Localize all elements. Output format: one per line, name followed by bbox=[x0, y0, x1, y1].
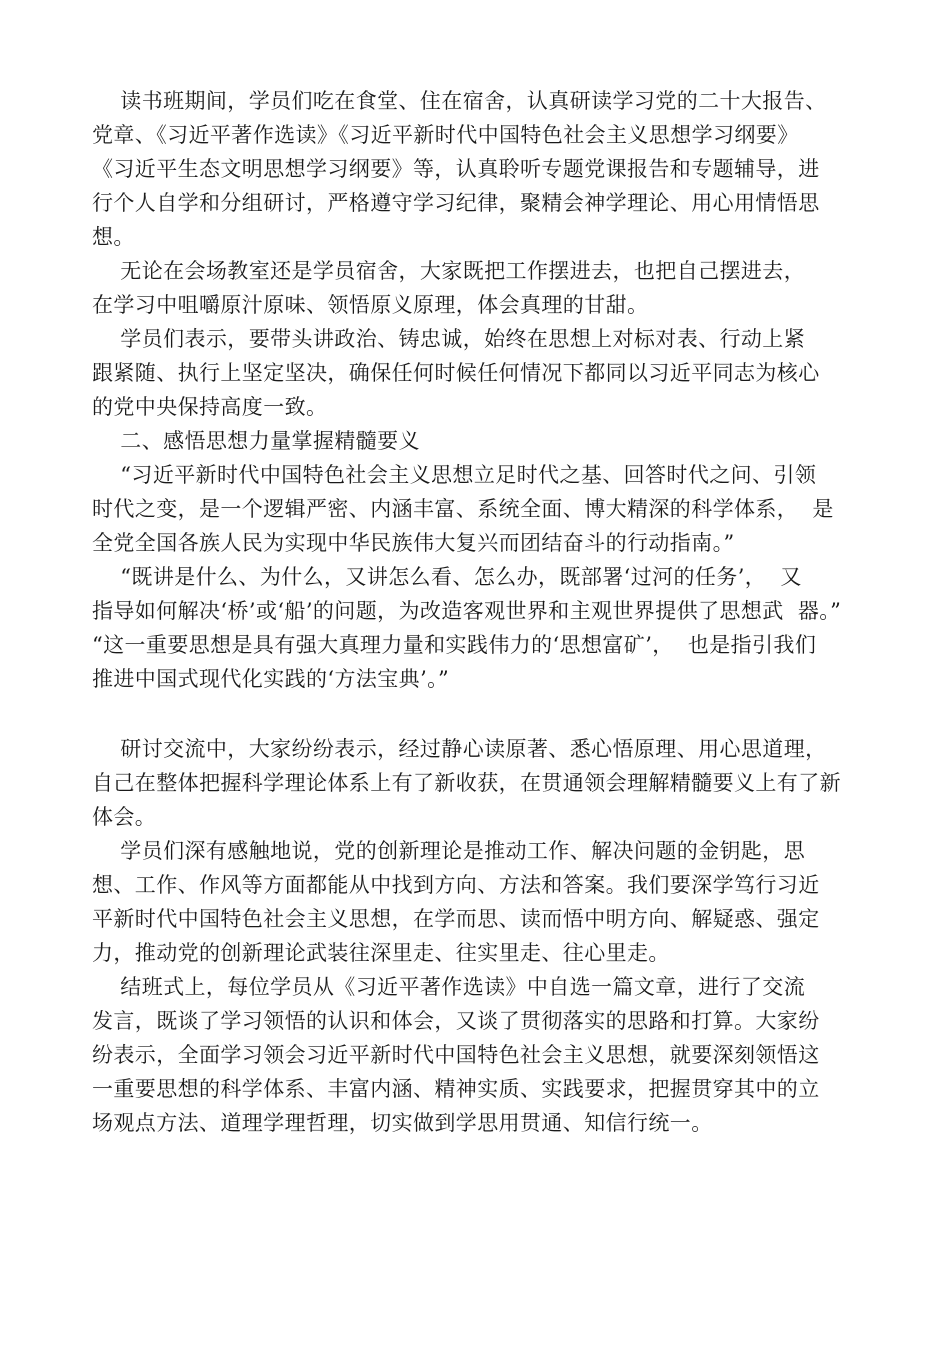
text-line: 体会。 bbox=[92, 805, 157, 829]
text-line: 时代之变，是一个逻辑严密、内涵丰富、系统全面、博大精深的科学体系， 是 bbox=[92, 497, 834, 521]
text-line: 研讨交流中，大家纷纷表示，经过静心读原著、悉心悟原理、用心思道理， bbox=[92, 737, 827, 761]
text-line: 想、工作、作风等方面都能从中找到方向、方法和答案。我们要深学笃行习近 bbox=[92, 873, 820, 897]
text-line: 力，推动党的创新理论武装往深里走、往实里走、往心里走。 bbox=[92, 941, 670, 965]
text-line: 读书班期间，学员们吃在食堂、住在宿舍，认真研读学习党的二十大报告、 bbox=[92, 89, 827, 113]
text-line: “这一重要思想是具有强大真理力量和实践伟力的‘思想富矿’， 也是指引我们 bbox=[92, 633, 817, 657]
text-line: 场观点方法、道理学理哲理，切实做到学思用贯通、知信行统一。 bbox=[92, 1111, 713, 1135]
text-line: 想。 bbox=[92, 225, 135, 249]
text-line: 指导如何解决‘桥’或‘船’的问题，为改造客观世界和主观世界提供了思想武 器。” bbox=[92, 599, 842, 623]
text-line: “习近平新时代中国特色社会主义思想立足时代之基、回答时代之问、引领 bbox=[92, 463, 817, 487]
text-line: 全党全国各族人民为实现中华民族伟大复兴而团结奋斗的行动指南。” bbox=[92, 531, 735, 555]
text-line: 《习近平生态文明思想学习纲要》等，认真聆听专题党课报告和专题辅导，进 bbox=[92, 157, 820, 181]
text-line: 推进中国式现代化实践的‘方法宝典’。” bbox=[92, 667, 450, 691]
text-line: 学员们深有感触地说，党的创新理论是推动工作、解决问题的金钥匙，思 bbox=[92, 839, 806, 863]
text-line: 平新时代中国特色社会主义思想，在学而思、读而悟中明方向、解疑惑、强定 bbox=[92, 907, 820, 931]
text-line: 纷表示，全面学习领会习近平新时代中国特色社会主义思想，就要深刻领悟这 bbox=[92, 1043, 820, 1067]
section-heading: 二、感悟思想力量掌握精髓要义 bbox=[92, 429, 420, 453]
text-line: 学员们表示，要带头讲政治、铸忠诚，始终在思想上对标对表、行动上紧 bbox=[92, 327, 806, 351]
text-line: 行个人自学和分组研讨，严格遵守学习纪律，聚精会神学理论、用心用情悟思 bbox=[92, 191, 820, 215]
text-line: 跟紧随、执行上坚定坚决，确保任何时候任何情况下都同以习近平同志为核心 bbox=[92, 361, 820, 385]
text-line: 自己在整体把握科学理论体系上有了新收获，在贯通领会理解精髓要义上有了新 bbox=[92, 771, 841, 795]
text-line: 党章、《习近平著作选读》《习近平新时代中国特色社会主义思想学习纲要》 bbox=[92, 123, 799, 147]
text-line: 无论在会场教室还是学员宿舍，大家既把工作摆进去，也把自己摆进去， bbox=[92, 259, 806, 283]
text-line: 一重要思想的科学体系、丰富内涵、精神实质、实践要求，把握贯穿其中的立 bbox=[92, 1077, 820, 1101]
text-line: “既讲是什么、为什么，又讲怎么看、怎么办，既部署‘过河的任务’， 又 bbox=[92, 565, 802, 589]
text-line: 在学习中咀嚼原汁原味、领悟原义原理，体会真理的甘甜。 bbox=[92, 293, 649, 317]
text-line: 发言，既谈了学习领悟的认识和体会，又谈了贯彻落实的思路和打算。大家纷 bbox=[92, 1009, 820, 1033]
text-line: 结班式上，每位学员从《习近平著作选读》中自选一篇文章，进行了交流 bbox=[92, 975, 806, 999]
text-line: 的党中央保持高度一致。 bbox=[92, 395, 328, 419]
